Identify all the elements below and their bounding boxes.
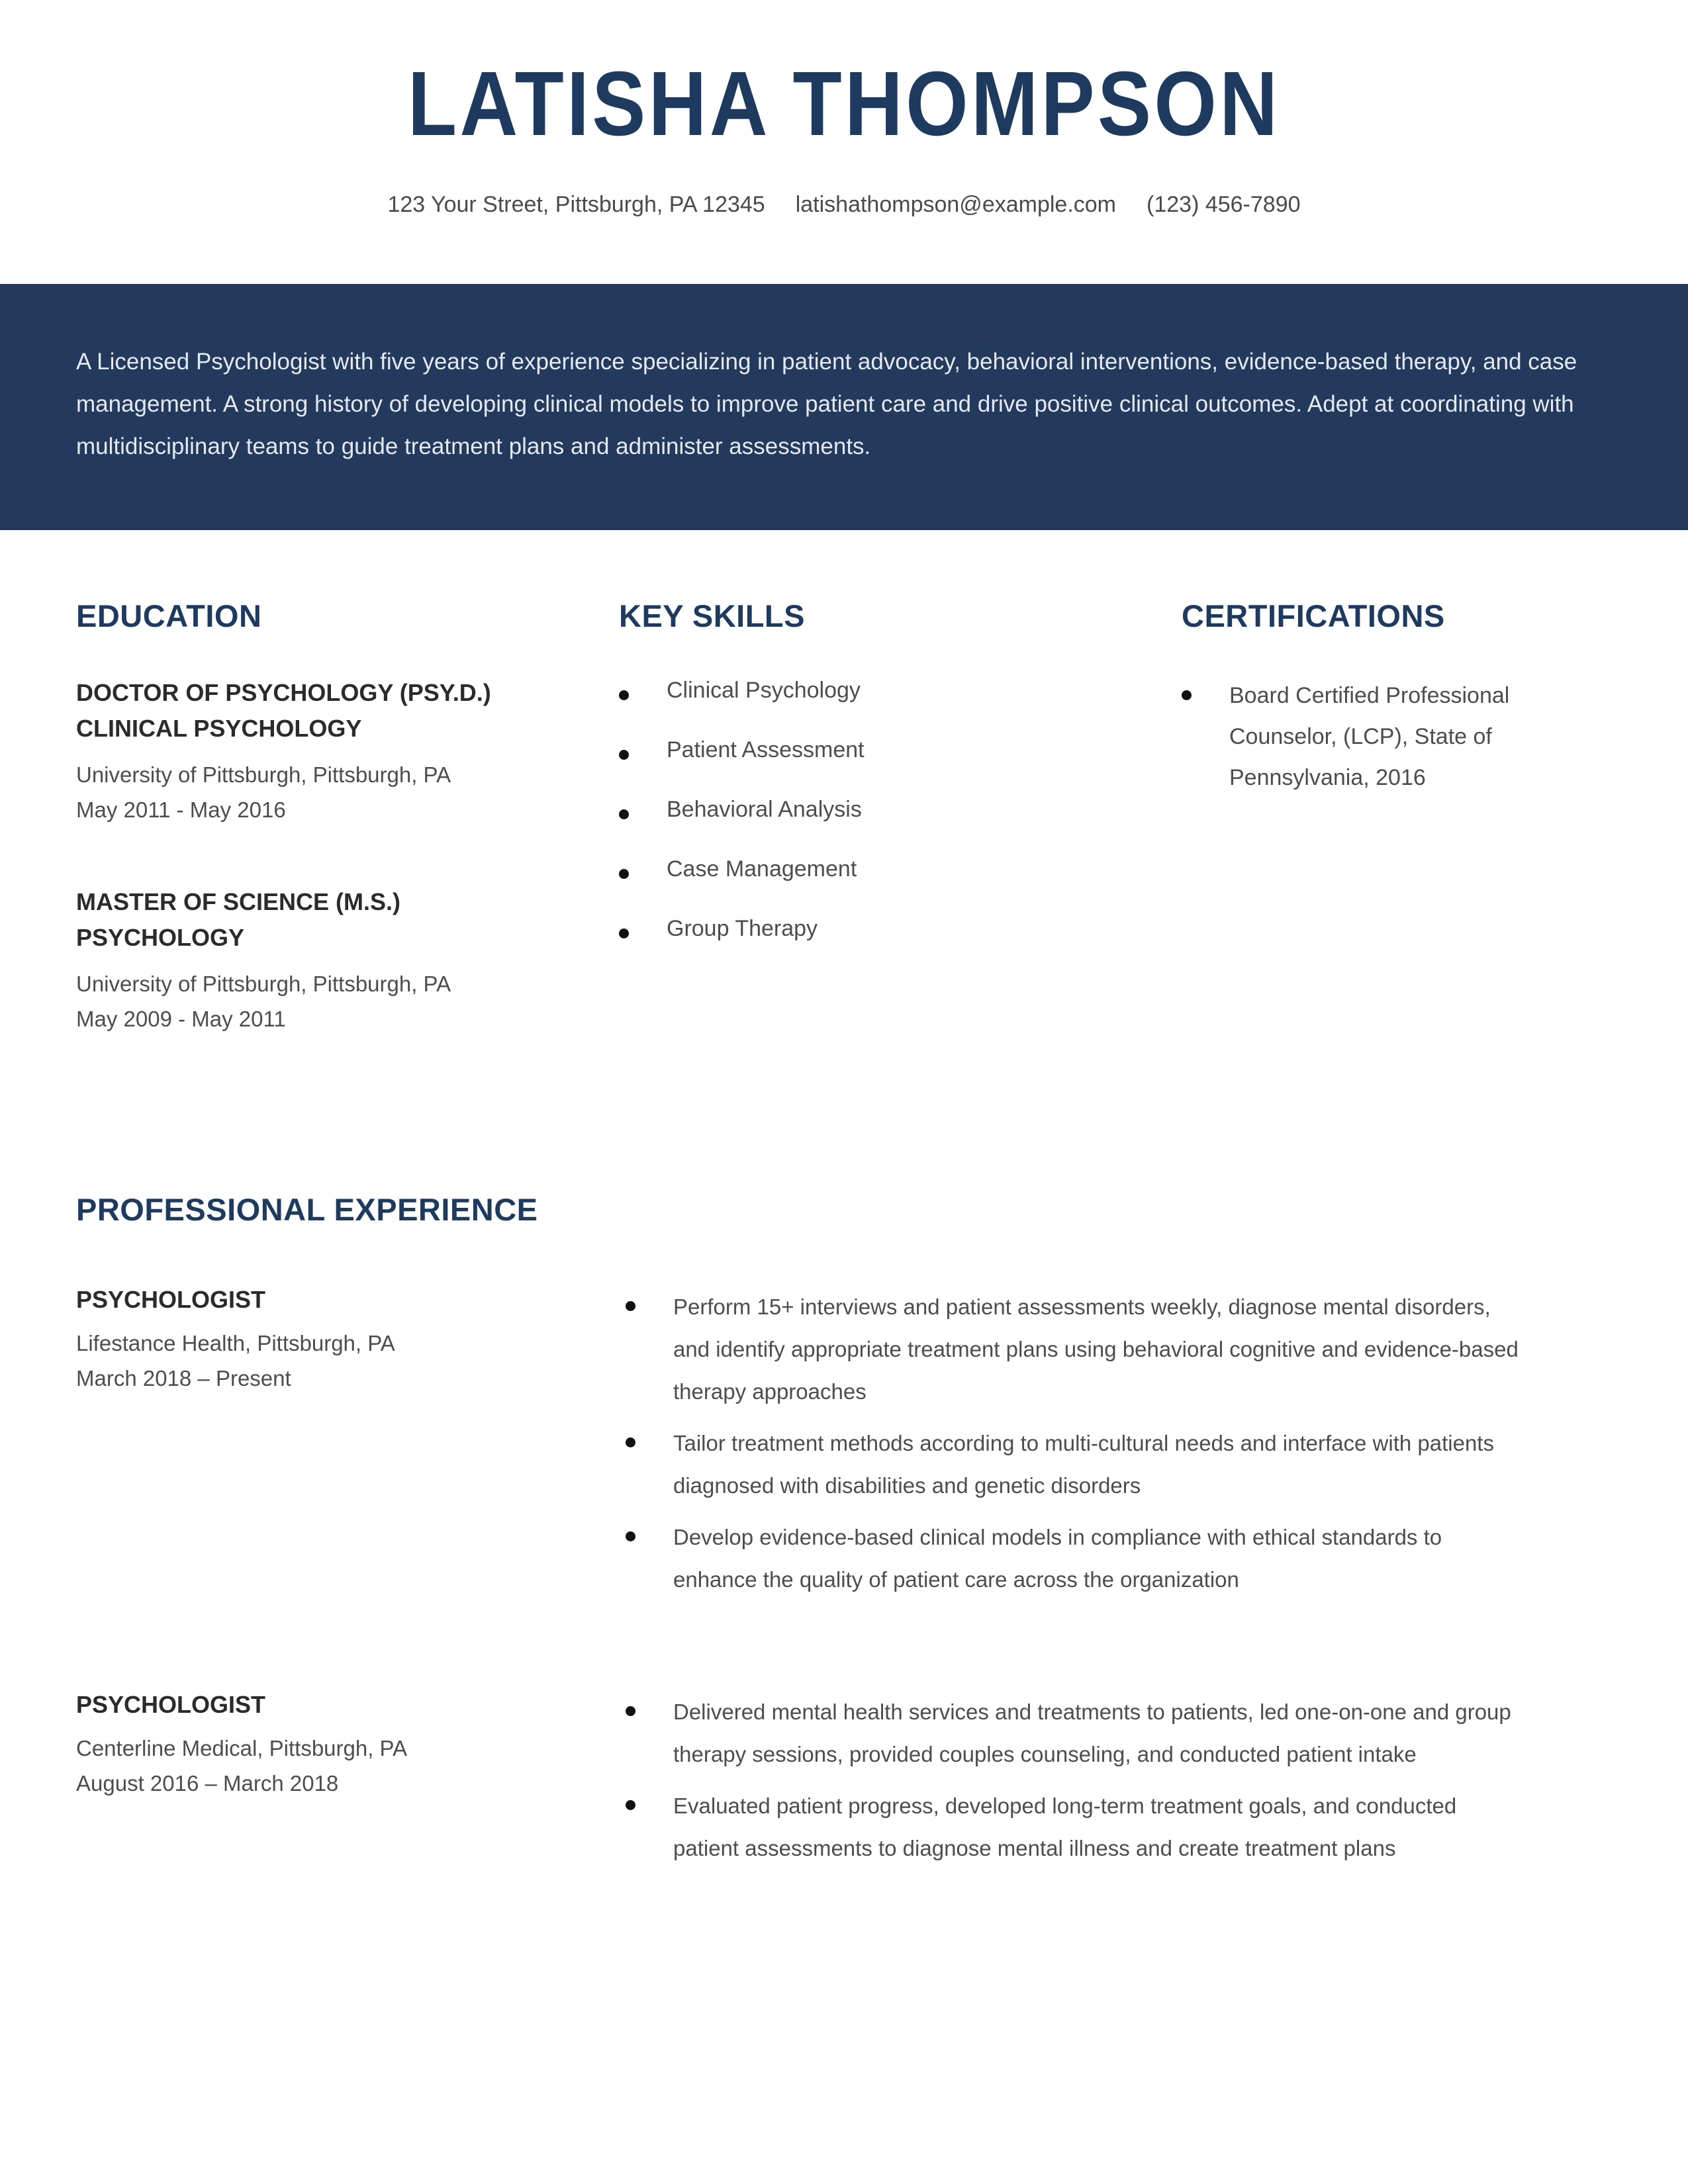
bullet-icon bbox=[626, 1706, 635, 1716]
skill-label: Case Management bbox=[667, 856, 857, 882]
experience-section bbox=[0, 1191, 1688, 1879]
job-bullet bbox=[626, 1286, 1592, 1413]
skill-label: Patient Assessment bbox=[667, 737, 865, 762]
skill-label: Group Therapy bbox=[667, 916, 818, 941]
education-dates: May 2011 - May 2016 bbox=[76, 797, 286, 822]
skill-label: Behavioral Analysis bbox=[667, 797, 862, 822]
skill-item bbox=[619, 675, 1182, 705]
job-entry bbox=[76, 1691, 1592, 1879]
bullet-icon bbox=[619, 929, 629, 938]
education-item bbox=[76, 675, 619, 827]
resume-header bbox=[0, 0, 1688, 218]
bullet-icon bbox=[619, 869, 629, 879]
job-summary-column bbox=[76, 1691, 626, 1879]
contact-address: 123 Your Street, Pittsburgh, PA 12345 bbox=[387, 192, 765, 217]
certification-label: Board Certified Professional Counselor, (LCP), State of Pennsylvania, 2016 bbox=[1229, 683, 1510, 790]
section-title-education: EDUCATION bbox=[76, 598, 262, 633]
summary-banner bbox=[0, 284, 1688, 530]
bullet-icon bbox=[619, 809, 629, 819]
job-bullet bbox=[626, 1516, 1592, 1601]
certification-item bbox=[1182, 675, 1612, 798]
info-columns bbox=[0, 598, 1688, 1093]
skill-label: Clinical Psychology bbox=[667, 678, 861, 703]
section-title-experience: PROFESSIONAL EXPERIENCE bbox=[76, 1192, 538, 1227]
bullet-icon bbox=[619, 690, 629, 700]
job-bullet bbox=[626, 1691, 1592, 1776]
key-skills-section bbox=[619, 598, 1182, 1093]
job-bullet-text: Develop evidence-based clinical models in compliance with ethical standards to enhance the quality of patient care across the organization bbox=[673, 1525, 1442, 1592]
degree-title: MASTER OF SCIENCE (M.S.) PSYCHOLOGY bbox=[76, 888, 401, 951]
education-dates: May 2009 - May 2011 bbox=[76, 1007, 286, 1031]
contact-phone: (123) 456-7890 bbox=[1147, 192, 1301, 217]
job-bullet-text: Evaluated patient progress, developed long-term treatment goals, and conducted patient assessments to diagnose mental illness and create treatment plans bbox=[673, 1794, 1457, 1860]
certifications-section bbox=[1182, 598, 1612, 1093]
contact-line bbox=[0, 192, 1688, 218]
skill-item bbox=[619, 735, 1182, 765]
school-name: University of Pittsburgh, Pittsburgh, PA bbox=[76, 762, 451, 787]
job-title: PSYCHOLOGIST bbox=[76, 1691, 266, 1718]
education-item bbox=[76, 884, 619, 1036]
school-name: University of Pittsburgh, Pittsburgh, PA bbox=[76, 972, 451, 996]
job-dates: August 2016 – March 2018 bbox=[76, 1771, 339, 1796]
job-bullet-text: Perform 15+ interviews and patient assessments weekly, diagnose mental disorders, and identify appropriate treatment plans using behavioral cognitive and evidence-based therapy approaches bbox=[673, 1295, 1519, 1404]
skill-item bbox=[619, 854, 1182, 884]
skill-item bbox=[619, 913, 1182, 944]
skill-item bbox=[619, 794, 1182, 825]
page-title bbox=[0, 53, 1688, 155]
job-dates: March 2018 – Present bbox=[76, 1366, 291, 1390]
skills-list bbox=[619, 675, 1182, 944]
job-bullet-list bbox=[626, 1691, 1592, 1879]
job-company: Lifestance Health, Pittsburgh, PA bbox=[76, 1331, 395, 1355]
contact-email: latishathompson@example.com bbox=[795, 192, 1117, 217]
job-bullet-list bbox=[626, 1286, 1592, 1610]
section-title-certifications: CERTIFICATIONS bbox=[1182, 598, 1445, 633]
certifications-list bbox=[1182, 675, 1612, 798]
job-entry bbox=[76, 1286, 1592, 1610]
bullet-icon bbox=[626, 1437, 635, 1447]
job-bullet-text: Tailor treatment methods according to multi-cultural needs and interface with patients diagnosed with disabilities and genetic disorders bbox=[673, 1431, 1494, 1498]
education-section bbox=[76, 598, 619, 1093]
job-company: Centerline Medical, Pittsburgh, PA bbox=[76, 1736, 408, 1760]
bullet-icon bbox=[626, 1301, 635, 1311]
summary-text: A Licensed Psychologist with five years of experience specializing in patient advocacy, behavioral interventions, evidence-based therapy, and case management. A strong history of developing clinical models to improve patient care and drive positive clinical outcomes. Adept at coordinating with multidisciplinary teams to guide treatment plans and administer assessments. bbox=[76, 349, 1577, 459]
job-title: PSYCHOLOGIST bbox=[76, 1286, 266, 1313]
degree-title: DOCTOR OF PSYCHOLOGY (PSY.D.) CLINICAL PSYCHOLOGY bbox=[76, 679, 491, 742]
bullet-icon bbox=[626, 1531, 635, 1541]
job-summary-column bbox=[76, 1286, 626, 1610]
job-bullet bbox=[626, 1785, 1592, 1870]
bullet-icon bbox=[1182, 690, 1192, 700]
bullet-icon bbox=[619, 750, 629, 760]
section-title-key-skills: KEY SKILLS bbox=[619, 598, 805, 633]
bullet-icon bbox=[626, 1800, 635, 1810]
job-bullet-text: Delivered mental health services and treatments to patients, led one-on-one and group therapy sessions, provided couples counseling, and conducted patient intake bbox=[673, 1700, 1511, 1766]
job-bullet bbox=[626, 1422, 1592, 1507]
person-name: LATISHA THOMPSON bbox=[407, 53, 1281, 155]
